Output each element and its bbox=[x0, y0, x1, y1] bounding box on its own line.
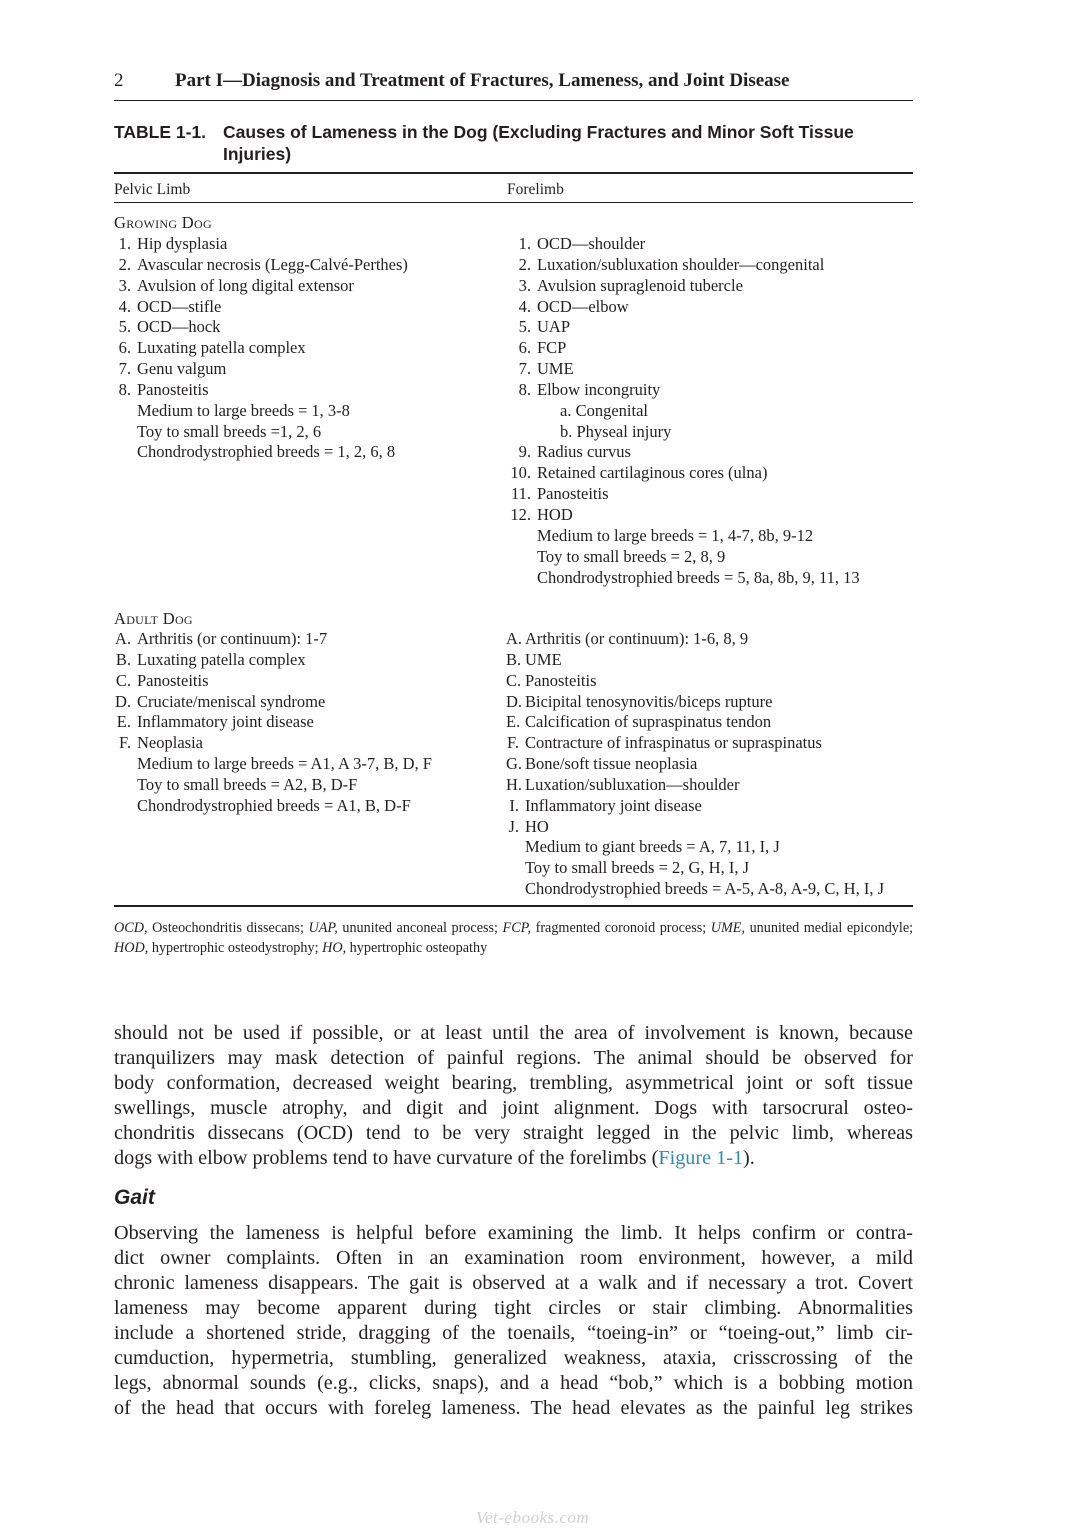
table-list-item bbox=[114, 255, 408, 276]
list-item-number: 3. bbox=[518, 275, 531, 295]
footnote-definition: hypertrophic osteopathy bbox=[349, 940, 488, 956]
list-item-text: UAP bbox=[537, 317, 571, 337]
list-item-text: HOD bbox=[537, 504, 573, 524]
list-item-text: Panosteitis bbox=[525, 670, 597, 690]
running-head bbox=[114, 68, 913, 101]
footnote-definition: hypertrophic osteodystrophy; bbox=[151, 940, 319, 956]
text-fragment: dogs with elbow problems tend to have curvature of the forelimbs ( bbox=[114, 1147, 659, 1169]
footnote-definition: ununited anconeal process; bbox=[342, 920, 498, 936]
adult-dog-heading-block bbox=[114, 609, 193, 630]
list-item-text: Arthritis (or continuum): 1-6, 8, 9 bbox=[525, 629, 749, 648]
text-line: lameness may become apparent during tight circles or stair climbing. Abnormalities bbox=[114, 1297, 913, 1319]
list-item-text: Panosteitis bbox=[537, 484, 609, 504]
list-item-number: 5. bbox=[118, 317, 131, 337]
list-item-number: E. bbox=[116, 712, 131, 732]
list-item-number: 10. bbox=[510, 463, 531, 483]
list-item-text: Toy to small breeds = 2, G, H, I, J bbox=[525, 858, 749, 878]
table-list-item bbox=[114, 796, 432, 817]
table-list-item bbox=[506, 858, 884, 879]
table-footnote bbox=[114, 918, 913, 958]
table-list-item bbox=[114, 692, 432, 713]
list-item-text: Luxation/subluxation shoulder—congenital bbox=[537, 254, 825, 274]
adult-dog-pelvic-list bbox=[114, 629, 432, 817]
table-list-item bbox=[114, 234, 408, 255]
list-item-number: 3. bbox=[118, 275, 131, 295]
list-item-text: Avascular necrosis (Legg-Calvé-Perthes) bbox=[137, 254, 408, 274]
table-list-item bbox=[506, 650, 884, 671]
list-item-text: OCD—stifle bbox=[137, 296, 222, 316]
table-list-item bbox=[506, 505, 860, 526]
list-item-text: a. Congenital bbox=[560, 400, 648, 420]
list-item-text: Toy to small breeds = 2, 8, 9 bbox=[537, 546, 726, 566]
part-title: Part I—Diagnosis and Treatment of Fractures, Lameness, and Joint Disease bbox=[175, 70, 790, 91]
list-item-number: J. bbox=[508, 816, 519, 836]
list-item-text: Chondrodystrophied breeds = 1, 2, 6, 8 bbox=[137, 442, 396, 462]
list-item-number: 9. bbox=[518, 442, 531, 462]
table-list-item bbox=[114, 359, 408, 380]
table-list-item bbox=[114, 629, 432, 650]
growing-dog-pelvic-list bbox=[114, 234, 408, 463]
list-item-number: 1. bbox=[118, 234, 131, 253]
list-item-number: D. bbox=[506, 691, 523, 711]
list-item-number: I. bbox=[509, 795, 519, 815]
section-heading-adult-dog: Adult Dog bbox=[114, 609, 193, 628]
table-list-item bbox=[506, 796, 884, 817]
list-item-number: B. bbox=[506, 649, 522, 669]
table-list-item bbox=[506, 817, 884, 838]
list-item-text: Medium to large breeds = 1, 3-8 bbox=[137, 400, 350, 420]
text-line: include a shortened stride, dragging of the toenails, “toeing-in” or “toeing-out,” limb cir- bbox=[114, 1322, 913, 1344]
table-list-item bbox=[506, 422, 860, 443]
list-item-number: 7. bbox=[118, 359, 131, 379]
text-line: tranquilizers may mask detection of painful regions. The animal should be observed for bbox=[114, 1047, 913, 1069]
footnote-definition: ununited medial epicondyle; bbox=[749, 920, 914, 936]
table-list-item bbox=[114, 401, 408, 422]
table-list-item bbox=[506, 380, 860, 401]
table-list-item bbox=[114, 380, 408, 401]
table-list-item bbox=[506, 255, 860, 276]
list-item-text: Panosteitis bbox=[137, 670, 209, 690]
table-list-item bbox=[114, 671, 432, 692]
watermark-logo: Vet-ebooks.com bbox=[476, 1508, 590, 1527]
list-item-number: F. bbox=[507, 733, 519, 753]
list-item-text: Retained cartilaginous cores (ulna) bbox=[537, 463, 768, 483]
growing-dog-forelimb-list bbox=[506, 234, 860, 588]
list-item-number: C. bbox=[115, 670, 131, 690]
list-item-number: 4. bbox=[518, 296, 531, 316]
list-item-text: OCD—shoulder bbox=[537, 234, 646, 253]
list-item-number: 2. bbox=[118, 254, 131, 274]
table-list-item bbox=[506, 526, 860, 547]
list-item-number: 6. bbox=[118, 338, 131, 358]
list-item-number: H. bbox=[506, 774, 523, 794]
table-list-item bbox=[506, 733, 884, 754]
list-item-number: 8. bbox=[518, 379, 531, 399]
list-item-text: Panosteitis bbox=[137, 379, 209, 399]
body-paragraph-2 bbox=[114, 1221, 913, 1421]
footnote-abbreviation: UAP, bbox=[308, 920, 338, 936]
list-item-text: Medium to giant breeds = A, 7, 11, I, J bbox=[525, 837, 780, 857]
list-item-number: 1. bbox=[518, 234, 531, 253]
section-heading-growing-dog: Growing Dog bbox=[114, 213, 212, 232]
text-line: dict owner complaints. Often in an examination room environment, however, a mild bbox=[114, 1247, 913, 1269]
list-item-text: b. Physeal injury bbox=[560, 421, 672, 441]
table-list-item bbox=[506, 234, 860, 255]
table-list-item bbox=[506, 463, 860, 484]
list-item-text: Luxating patella complex bbox=[137, 649, 306, 669]
table-list-item bbox=[506, 568, 860, 589]
list-item-text: FCP bbox=[537, 338, 567, 358]
list-item-text: Genu valgum bbox=[137, 359, 227, 379]
table-list-item bbox=[506, 442, 860, 463]
list-item-text: Toy to small breeds = A2, B, D-F bbox=[137, 774, 358, 794]
table-list-item bbox=[506, 671, 884, 692]
list-item-text: UME bbox=[537, 359, 574, 379]
footnote-abbreviation: HO, bbox=[322, 940, 347, 956]
table-list-item bbox=[506, 879, 884, 900]
list-item-text: Arthritis (or continuum): 1-7 bbox=[137, 629, 328, 648]
list-item-text: Bone/soft tissue neoplasia bbox=[525, 754, 698, 774]
list-item-text: HO bbox=[525, 816, 549, 836]
list-item-text: Chondrodystrophied breeds = A-5, A-8, A-9, C, H, I, J bbox=[525, 879, 884, 899]
table-list-item bbox=[114, 276, 408, 297]
table-list-item bbox=[506, 837, 884, 858]
text-line: cumduction, hypermetria, stumbling, generalized weakness, ataxia, crisscrossing of the bbox=[114, 1347, 913, 1369]
page-number: 2 bbox=[114, 70, 124, 91]
table-list-item bbox=[506, 775, 884, 796]
list-item-number: 7. bbox=[518, 359, 531, 379]
table-header-rule bbox=[114, 202, 913, 203]
table-list-item bbox=[506, 547, 860, 568]
list-item-number: F. bbox=[119, 733, 131, 753]
text-line: of the head that occurs with foreleg lameness. The head elevates as the painful leg strikes bbox=[114, 1397, 913, 1419]
text-fragment: ). bbox=[743, 1147, 755, 1169]
table-list-item bbox=[506, 712, 884, 733]
text-line: Observing the lameness is helpful before examining the limb. It helps confirm or contra- bbox=[114, 1222, 913, 1244]
table-list-item bbox=[506, 692, 884, 713]
list-item-text: Medium to large breeds = 1, 4-7, 8b, 9-12 bbox=[537, 525, 814, 545]
footnote-abbreviation: HOD, bbox=[114, 940, 149, 956]
list-item-number: C. bbox=[506, 670, 522, 690]
column-header-pelvic-limb: Pelvic Limb bbox=[114, 181, 191, 198]
text-line: legs, abnormal sounds (e.g., clicks, snaps), and a head “bob,” which is a bobbing motion bbox=[114, 1372, 913, 1394]
table-title: Causes of Lameness in the Dog (Excluding Fractures and Minor Soft Tissue Injuries) bbox=[223, 122, 854, 164]
table-list-item bbox=[506, 484, 860, 505]
list-item-number: E. bbox=[506, 712, 521, 732]
section-heading-gait: Gait bbox=[114, 1186, 155, 1209]
column-header-forelimb: Forelimb bbox=[507, 181, 564, 198]
list-item-number: 11. bbox=[510, 484, 531, 504]
list-item-text: Luxation/subluxation—shoulder bbox=[525, 774, 740, 794]
table-list-item bbox=[506, 359, 860, 380]
list-item-text: OCD—elbow bbox=[537, 296, 629, 316]
table-top-rule bbox=[114, 172, 913, 174]
list-item-number: 2. bbox=[518, 254, 531, 274]
table-list-item bbox=[114, 442, 408, 463]
text-line: chondritis dissecans (OCD) tend to be very straight legged in the pelvic limb, whereas bbox=[114, 1122, 913, 1144]
list-item-number: 12. bbox=[510, 504, 531, 524]
growing-dog-heading-block bbox=[114, 213, 212, 234]
list-item-text: OCD—hock bbox=[137, 317, 221, 337]
list-item-text: Contracture of infraspinatus or supraspinatus bbox=[525, 733, 822, 753]
list-item-text: Chondrodystrophied breeds = 5, 8a, 8b, 9, 11, 13 bbox=[537, 567, 860, 587]
table-list-item bbox=[506, 401, 860, 422]
list-item-number: 6. bbox=[518, 338, 531, 358]
table-list-item bbox=[114, 754, 432, 775]
table-list-item bbox=[506, 338, 860, 359]
footnote-abbreviation: UME, bbox=[710, 920, 746, 936]
text-line: should not be used if possible, or at least until the area of involvement is known, because bbox=[114, 1022, 913, 1044]
table-list-item bbox=[506, 629, 884, 650]
list-item-number: B. bbox=[115, 649, 131, 669]
list-item-text: Neoplasia bbox=[137, 733, 203, 753]
list-item-number: 4. bbox=[118, 296, 131, 316]
list-item-number: 8. bbox=[118, 379, 131, 399]
list-item-number: G. bbox=[506, 754, 523, 774]
table-list-item bbox=[506, 297, 860, 318]
text-line bbox=[114, 1146, 913, 1171]
footnote-abbreviation: OCD, bbox=[114, 920, 148, 936]
list-item-text: Hip dysplasia bbox=[137, 234, 228, 253]
footnote-definition: Osteochondritis dissecans; bbox=[152, 920, 304, 936]
list-item-text: Bicipital tenosynovitis/biceps rupture bbox=[525, 691, 773, 711]
list-item-text: Inflammatory joint disease bbox=[137, 712, 314, 732]
table-list-item bbox=[506, 276, 860, 297]
table-list-item bbox=[506, 317, 860, 338]
list-item-number: A. bbox=[114, 629, 131, 648]
table-bottom-rule bbox=[114, 905, 913, 907]
list-item-text: Toy to small breeds =1, 2, 6 bbox=[137, 421, 322, 441]
list-item-text: Cruciate/meniscal syndrome bbox=[137, 691, 326, 711]
table-label: TABLE 1-1. bbox=[114, 122, 207, 142]
text-line: chronic lameness disappears. The gait is observed at a walk and if necessary a trot. Covert bbox=[114, 1272, 913, 1294]
list-item-text: Chondrodystrophied breeds = A1, B, D-F bbox=[137, 795, 411, 815]
list-item-text: Medium to large breeds = A1, A 3-7, B, D, F bbox=[137, 754, 432, 774]
table-list-item bbox=[114, 422, 408, 443]
footnote-definition: fragmented coronoid process; bbox=[535, 920, 707, 936]
list-item-text: Calcification of supraspinatus tendon bbox=[525, 712, 772, 732]
adult-dog-forelimb-list bbox=[506, 629, 884, 900]
table-list-item bbox=[114, 712, 432, 733]
table-list-item bbox=[114, 733, 432, 754]
table-list-item bbox=[114, 338, 408, 359]
list-item-text: Avulsion supraglenoid tubercle bbox=[537, 275, 743, 295]
figure-reference-link[interactable]: Figure 1-1 bbox=[658, 1147, 744, 1169]
list-item-number: D. bbox=[114, 691, 131, 711]
table-list-item bbox=[114, 775, 432, 796]
text-line: swellings, muscle atrophy, and digit and joint alignment. Dogs with tarsocrural osteo- bbox=[114, 1097, 913, 1119]
table-list-item bbox=[114, 317, 408, 338]
list-item-text: Elbow incongruity bbox=[537, 379, 661, 399]
list-item-number: A. bbox=[506, 629, 523, 648]
list-item-text: UME bbox=[525, 649, 562, 669]
list-item-text: Avulsion of long digital extensor bbox=[137, 275, 354, 295]
table-list-item bbox=[114, 297, 408, 318]
table-list-item bbox=[506, 754, 884, 775]
list-item-text: Inflammatory joint disease bbox=[525, 795, 702, 815]
list-item-text: Radius curvus bbox=[537, 442, 631, 462]
list-item-number: 5. bbox=[518, 317, 531, 337]
table-list-item bbox=[114, 650, 432, 671]
body-paragraph-1 bbox=[114, 1021, 913, 1171]
text-line: body conformation, decreased weight bearing, trembling, asymmetrical joint or soft tissue bbox=[114, 1072, 913, 1094]
footnote-abbreviation: FCP, bbox=[502, 920, 532, 936]
list-item-text: Luxating patella complex bbox=[137, 338, 306, 358]
